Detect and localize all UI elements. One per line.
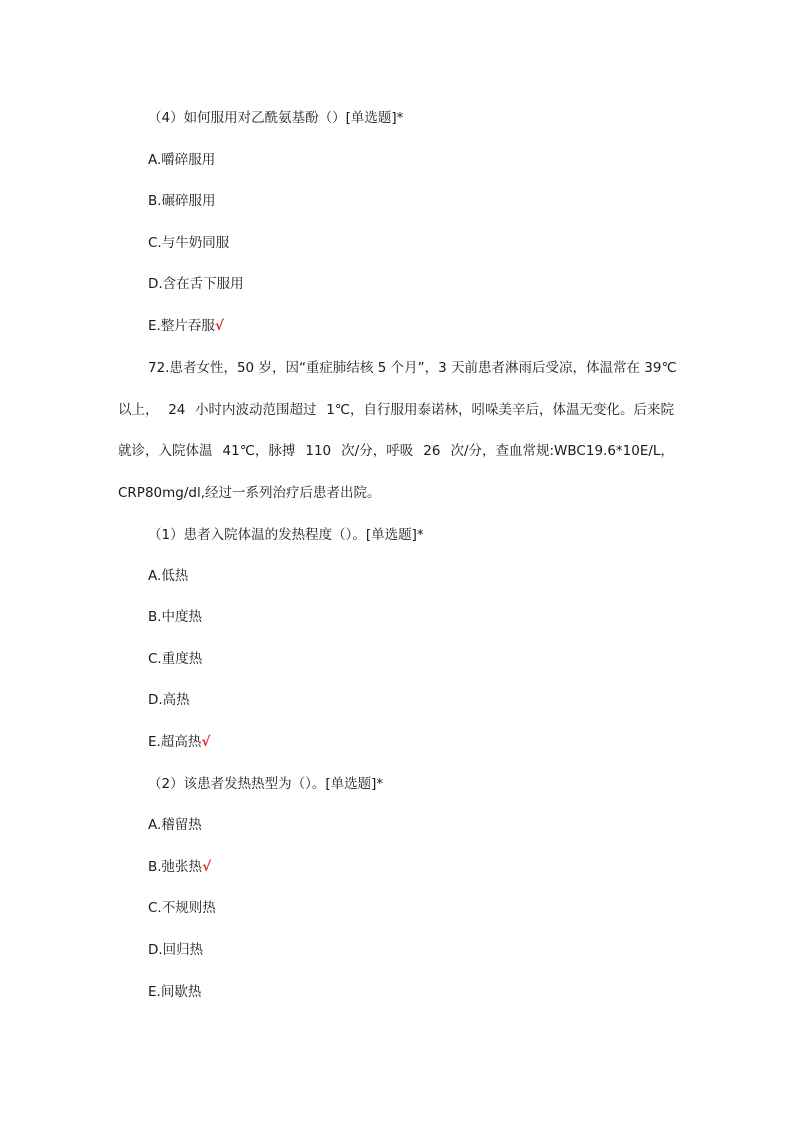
option-text: B.弛张热 xyxy=(148,859,203,875)
case-72-line-4: CRP80mg/dl,经过一系列治疗后患者出院。 xyxy=(118,485,381,501)
question-1-stem: （1）患者入院体温的发热程度（）。[单选题]* xyxy=(148,527,424,543)
q4-option-c xyxy=(148,233,229,253)
q1-option-d xyxy=(148,690,190,710)
case-72-line-2 xyxy=(118,400,674,420)
option-text: B.中度热 xyxy=(148,609,203,625)
correct-check-icon: √ xyxy=(202,859,212,875)
option-text: E.间歇热 xyxy=(148,984,202,1000)
text-fragment: 次/分，呼吸 xyxy=(341,443,414,459)
option-text: D.回归热 xyxy=(148,942,204,958)
text-fragment: 26 xyxy=(423,443,441,459)
q4-option-e xyxy=(148,316,224,336)
option-text: E.超高热 xyxy=(148,734,202,750)
correct-check-icon: √ xyxy=(201,734,211,750)
q1-option-a xyxy=(148,566,188,586)
q2-option-a xyxy=(148,815,202,835)
q2-option-c xyxy=(148,898,216,918)
text-fragment: 110 xyxy=(305,443,332,459)
q2-option-b xyxy=(148,857,211,877)
q1-option-b xyxy=(148,607,202,627)
option-text: A.稽留热 xyxy=(148,817,202,833)
q4-option-d xyxy=(148,274,244,294)
text-fragment: 41℃，脉搏 xyxy=(222,443,296,459)
q1-option-e xyxy=(148,732,210,752)
q4-option-a xyxy=(148,150,215,170)
option-text: E.整片吞服 xyxy=(148,318,215,334)
q2-option-e xyxy=(148,982,201,1002)
option-text: A.嚼碎服用 xyxy=(148,152,216,168)
correct-check-icon: √ xyxy=(214,318,224,334)
question-2-stem: （2）该患者发热热型为（）。[单选题]* xyxy=(148,776,384,792)
text-fragment: 1℃，自行服用泰诺林，吲哚美辛后，体温无变化。后来院 xyxy=(326,402,674,418)
option-text: B.碾碎服用 xyxy=(148,193,216,209)
case-72-line-1: 72.患者女性，50 岁，因“重症肺结核 5 个月”，3 天前患者淋雨后受凉，体温常在 39℃ xyxy=(148,360,677,376)
text-fragment: 次/分，查血常规:WBC19.6*10E/L， xyxy=(450,443,674,459)
text-fragment: 就诊，入院体温 xyxy=(118,443,213,459)
option-text: D.高热 xyxy=(148,692,190,708)
case-72-line-3 xyxy=(118,441,674,461)
option-text: D.含在舌下服用 xyxy=(148,276,244,292)
option-text: C.与牛奶同服 xyxy=(148,235,230,251)
text-fragment: 24 xyxy=(168,402,186,418)
q1-option-c xyxy=(148,649,202,669)
option-text: C.不规则热 xyxy=(148,900,216,916)
question-4-stem: （4）如何服用对乙酰氨基酚（）[单选题]* xyxy=(148,110,404,126)
text-fragment: 以上， xyxy=(118,402,159,418)
text-fragment: 小时内波动范围超过 xyxy=(195,402,317,418)
option-text: A.低热 xyxy=(148,568,189,584)
option-text: C.重度热 xyxy=(148,651,203,667)
q2-option-d xyxy=(148,940,203,960)
q4-option-b xyxy=(148,191,216,211)
